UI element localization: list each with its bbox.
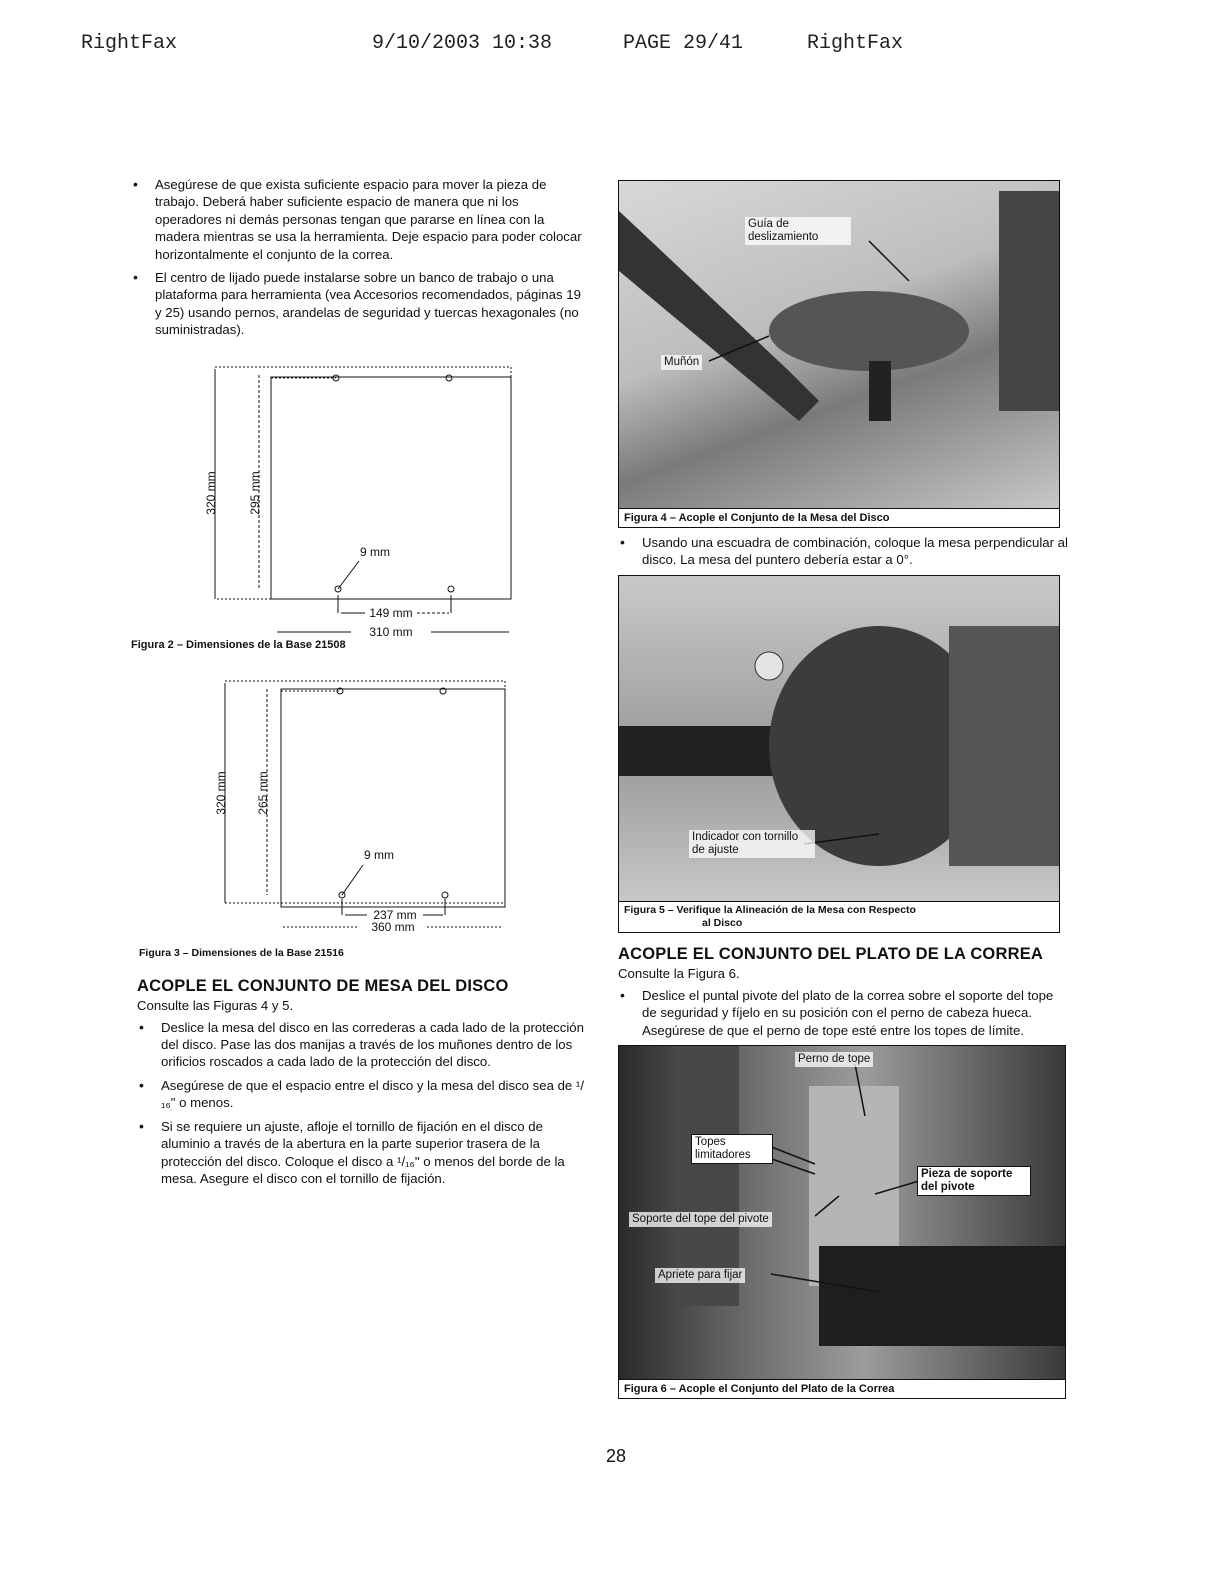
fig4-knob: [869, 361, 891, 421]
section-table-bullets: [137, 1019, 586, 1188]
fig4-label-trunnion: Muñón: [661, 355, 702, 370]
figure-5-caption-line2: al Disco: [702, 916, 743, 929]
page-number: 28: [605, 1446, 627, 1466]
section-belt-bullets: [618, 987, 1068, 1039]
fig2-inner-height: 295 mm: [248, 470, 262, 515]
fig6-label-pivot-piece: Pieza de soporte del pivote: [917, 1166, 1031, 1196]
right-column: [618, 180, 1068, 1399]
intro-bullet-2: • El centro de lijado puede instalarse sobre un banco de trabajo o una plataforma para herramienta (vea Accesorios recomendados, páginas 19 y 25) usando pernos, arandelas de seguridad y tuercas hexagonales (no suministradas).: [131, 269, 586, 339]
fig3-hole-offset: 9 mm: [364, 847, 394, 862]
fig5-adjust-knob: [755, 652, 783, 680]
figure4-bullet-list: [618, 534, 1068, 569]
fig6-label-pivot-stop: Soporte del tope del pivote: [629, 1212, 772, 1227]
figure-2-diagram: [131, 351, 571, 641]
fig6-label-tighten: Apriete para fijar: [655, 1268, 745, 1283]
section-belt-heading: ACOPLE EL CONJUNTO DEL PLATO DE LA CORREA: [618, 944, 1044, 963]
section-belt-consult: Consulte la Figura 6.: [618, 965, 740, 981]
fig5-housing: [949, 626, 1059, 866]
intro-bullet-list: [131, 176, 586, 339]
fig6-label-limit-stops: Topes limitadores: [691, 1134, 773, 1164]
fax-header-right: RightFax: [807, 32, 904, 55]
fig2-inner-width: 149 mm: [369, 605, 413, 620]
section-table-bullet-2: • Asegúrese de que el espacio entre el disco y la mesa del disco sea de ¹/₁₆" o menos.: [137, 1077, 586, 1112]
section-table-consult: Consulte las Figuras 4 y 5.: [137, 997, 294, 1013]
fig3-hole-4: [442, 892, 448, 898]
section-belt-assembly: [618, 945, 1068, 1039]
fax-header-left: RightFax: [81, 32, 178, 55]
fig4-label-guide: Guía de deslizamiento: [745, 217, 851, 245]
fig6-belt-platen: [819, 1246, 1065, 1346]
fig4-housing: [999, 191, 1059, 411]
fax-header: [81, 32, 1081, 56]
figure-5-photo: [618, 575, 1060, 933]
fig3-outer-width: 360 mm: [371, 919, 415, 933]
section-table-assembly: [137, 977, 586, 1188]
fig4-trunnion: [769, 291, 969, 371]
section-belt-bullet: • Deslice el puntal pivote del plato de la correa sobre el soporte del tope de seguridad y fíjelo en su posición con el perno de cabeza hueca. Asegúrese de que el perno de tope esté entre los topes de límite.: [618, 987, 1068, 1039]
figure-6-caption: Figura 6 – Acople el Conjunto del Plato de la Correa: [619, 1379, 1065, 1398]
section-table-bullet-3: • Si se requiere un ajuste, afloje el tornillo de fijación en el disco de aluminio a través de la abertura en la parte superior trasera de la protección del disco. Coloque el disco a ¹/₁₆" o menos del borde de la mesa. Asegure el disco con el tornillo de fijación.: [137, 1118, 586, 1188]
figure4-bullet: • Usando una escuadra de combinación, coloque la mesa perpendicular al disco. La mesa del puntero debería estar a 0°.: [618, 534, 1068, 569]
figure-3-caption: Figura 3 – Dimensiones de la Base 21516: [139, 946, 344, 959]
fig2-outer-width: 310 mm: [369, 624, 413, 639]
figure-5-illustration: [619, 576, 1059, 932]
fig3-outer-height: 320 mm: [214, 770, 228, 815]
left-column: [131, 176, 586, 1193]
section-table-bullet-1: • Deslice la mesa del disco en las correderas a cada lado de la protección del disco. Pase las dos manijas a través de los muñones dentro de los orificios roscados a cada lado de la protección del disco.: [137, 1019, 586, 1071]
figure-3-diagram: [131, 669, 571, 933]
fig5-label-indicator: Indicador con tornillo de ajuste: [689, 830, 815, 858]
fig3-base-rect: [281, 689, 505, 907]
fig6-label-stop-bolt: Perno de tope: [795, 1052, 873, 1067]
fig2-outer-height: 320 mm: [204, 470, 218, 515]
figure-4-caption: Figura 4 – Acople el Conjunto de la Mesa del Disco: [619, 508, 1059, 527]
figure-6-photo: [618, 1045, 1066, 1399]
fax-header-page: PAGE 29/41: [623, 32, 744, 55]
fig3-inner-width: 237 mm: [373, 907, 417, 922]
figure-5-caption-line1: Figura 5 – Verifique la Alineación de la Mesa con Respecto: [624, 903, 916, 916]
fax-header-datetime: 9/10/2003 10:38: [372, 32, 553, 55]
fig3-inner-height: 265 mm: [256, 770, 270, 815]
fig2-hole-2: [446, 375, 452, 381]
figure-4-photo: [618, 180, 1060, 528]
section-table-heading: ACOPLE EL CONJUNTO DE MESA DEL DISCO: [137, 976, 509, 995]
figure-5-caption: [619, 901, 1059, 932]
fig2-base-rect: [271, 377, 511, 599]
fig2-hole-offset: 9 mm: [360, 544, 390, 559]
fig6-post: [679, 1046, 739, 1306]
fig2-hole-4: [448, 586, 454, 592]
figure-2-caption: Figura 2 – Dimensiones de la Base 21508: [131, 638, 346, 651]
intro-bullet-1: • Asegúrese de que exista suficiente espacio para mover la pieza de trabajo. Deberá haber suficiente espacio de manera que ni los operadores ni demás personas tengan que pararse en línea con la madera mientras se usa la herramienta. Deje espacio para poder colocar horizontalmente el conjunto de la correa.: [131, 176, 586, 263]
